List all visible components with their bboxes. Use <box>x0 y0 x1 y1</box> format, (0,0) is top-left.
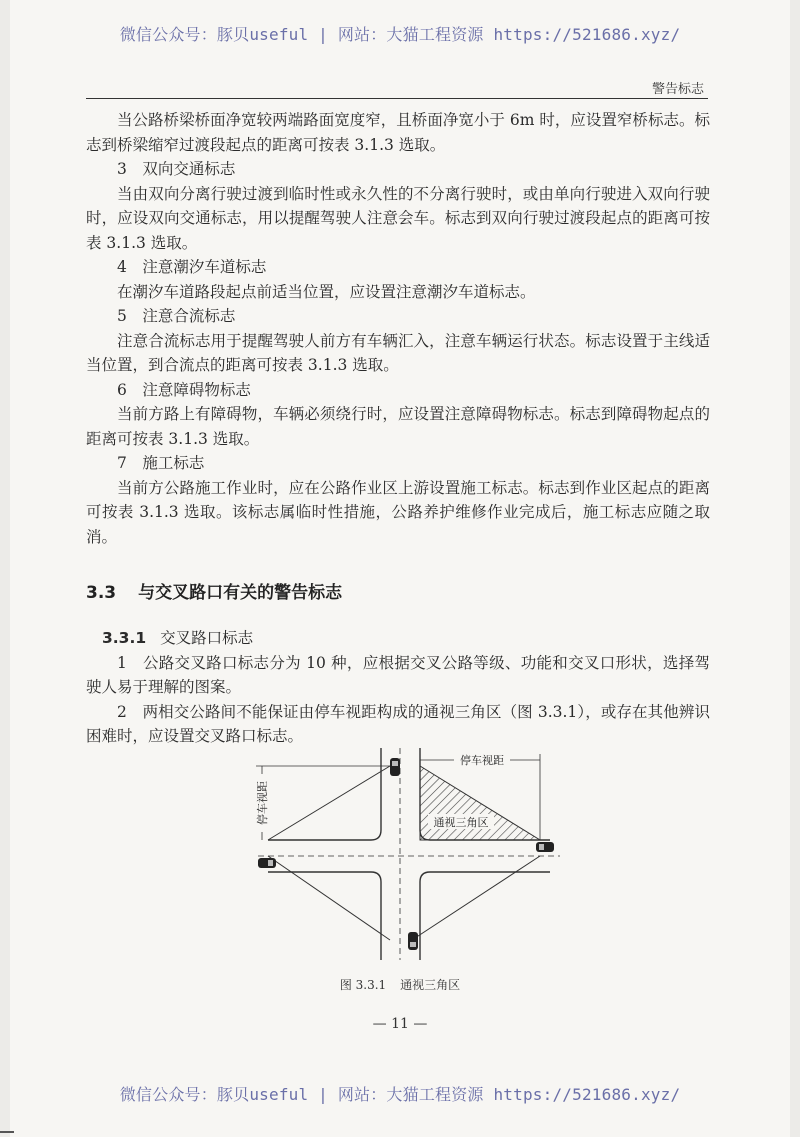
running-header: 警告标志 <box>651 82 704 97</box>
subsection-text <box>86 626 710 749</box>
sight-line <box>412 856 540 940</box>
item-heading: 6 注意障碍物标志 <box>117 380 251 399</box>
item-heading: 4 注意潮汐车道标志 <box>117 258 267 276</box>
watermark-top: 微信公众号：豚贝useful | 网站：大猫工程资源 https://521686.xyz/ <box>119 25 681 44</box>
car-icon <box>408 932 418 950</box>
watermark-bottom: 微信公众号：豚贝useful | 网站：大猫工程资源 https://521686.xyz/ <box>119 1085 681 1104</box>
paragraph: 注意合流标志用于提醒驾驶人前方有车辆汇入，注意车辆运行状态。标志设置于主线适当位置，到合流点的距离可按表 3.1.3 选取。 <box>86 331 710 374</box>
subsection-heading <box>86 626 710 651</box>
body-text <box>86 108 710 549</box>
car-icon <box>536 842 554 852</box>
page-number: — 11 — <box>372 1016 428 1032</box>
paragraph: 当由双向分离行驶过渡到临时性或永久性的不分离行驶时，或由单向行驶进入双向行驶时，应设双向交通标志，用以提醒驾驶人注意会车。标志到双向行驶过渡段起点的距离可按表 3.1.3 选取。 <box>86 184 710 252</box>
item-heading: 3 双向交通标志 <box>117 160 236 178</box>
edge-mark <box>0 1131 14 1133</box>
subsection-title: 交叉路口标志 <box>160 629 254 647</box>
road-edge <box>268 872 381 960</box>
sight-triangle-label: 通视三角区 <box>433 816 489 829</box>
paragraph: 1 公路交叉路口标志分为 10 种，应根据交叉公路等级、功能和交叉口形状，选择驾驶人易于理解的图案。 <box>86 653 710 696</box>
item-heading: 7 施工标志 <box>117 454 205 472</box>
paragraph: 当前方公路施工作业时，应在公路作业区上游设置施工标志。标志到作业区起点的距离可按表 3.1.3 选取。该标志属临时性措施，公路养护维修作业完成后，施工标志应随之取消。 <box>86 478 710 546</box>
car-icon <box>390 758 400 776</box>
sight-line <box>268 766 390 840</box>
sight-line <box>268 856 390 940</box>
car-icon <box>258 858 276 868</box>
paragraph: 当前方路上有障碍物，车辆必须绕行时，应设置注意障碍物标志。标志到障碍物起点的距离可按表 3.1.3 选取。 <box>86 405 710 448</box>
sight-triangle-figure <box>240 748 570 960</box>
figure-caption <box>0 976 800 993</box>
subsection-number: 3.3.1 <box>102 629 147 647</box>
header-divider <box>86 98 708 99</box>
item-heading: 5 注意合流标志 <box>117 307 236 325</box>
section-number: 3.3 <box>86 583 117 603</box>
figure-title: 通视三角区 <box>400 978 461 992</box>
sight-distance-label: 停车视距 <box>460 754 504 767</box>
sight-distance-label-vertical: 停车视距 <box>256 781 269 825</box>
paragraph: 2 两相交公路间不能保证由停车视距构成的通视三角区（图 3.3.1），或存在其他辨识困难时，应设置交叉路口标志。 <box>86 702 710 745</box>
road-edge <box>268 748 381 840</box>
section-heading <box>86 578 342 603</box>
road-edge <box>420 872 550 960</box>
paragraph: 当公路桥梁桥面净宽较两端路面宽度窄，且桥面净宽小于 6m 时，应设置窄桥标志。标志到桥梁缩窄过渡段起点的距离可按表 3.1.3 选取。 <box>86 111 710 154</box>
figure-number: 图 3.3.1 <box>339 978 387 992</box>
section-title: 与交叉路口有关的警告标志 <box>138 583 343 603</box>
paragraph: 在潮汐车道路段起点前适当位置，应设置注意潮汐车道标志。 <box>117 282 536 301</box>
